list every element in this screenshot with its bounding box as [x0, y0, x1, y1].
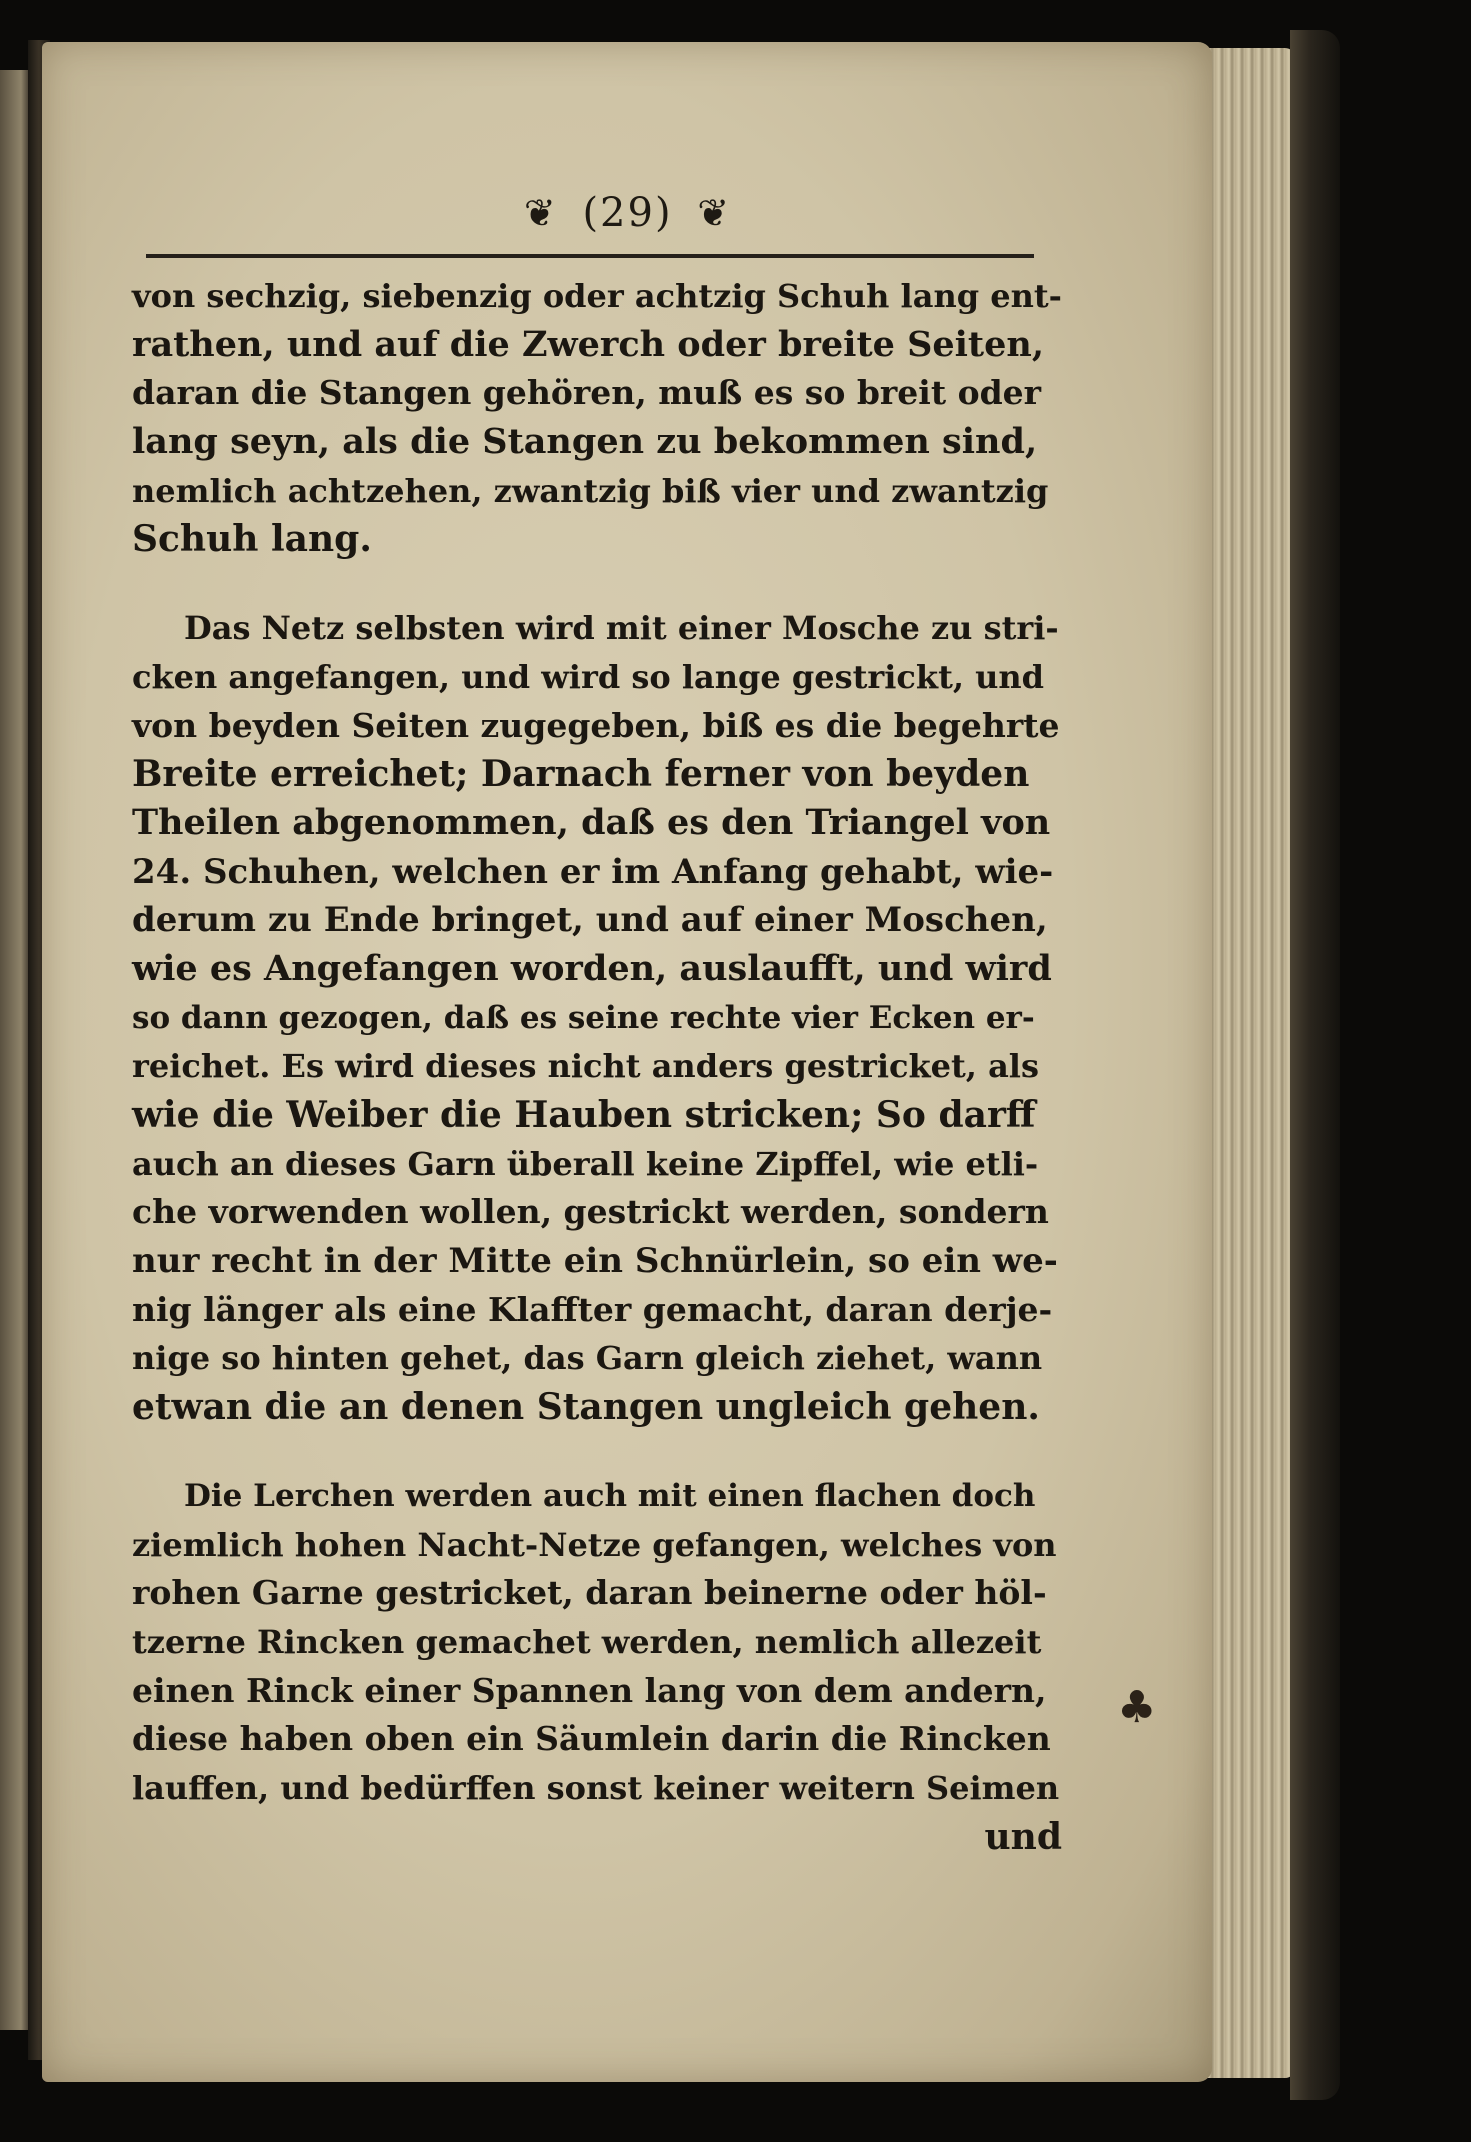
text-line: 24. Schuhen, welchen er im Anfang gehabt, wie- [132, 851, 1054, 892]
header-rule [146, 254, 1034, 258]
text-line: von beyden Seiten zugegeben, biß es die begehrte [132, 705, 1060, 745]
text-line: ziemlich hohen Nacht-Netze gefangen, welches von [132, 1525, 1057, 1564]
text-line: derum zu Ende bringet, und auf einer Moschen, [132, 900, 1048, 941]
paragraph-gap [132, 564, 1062, 604]
text-line: daran die Stangen gehören, muß es so breit oder [132, 373, 1042, 413]
text-line: wie die Weiber die Hauben stricken; So darff [132, 1094, 1036, 1136]
text-line: wie es Angefangen worden, auslaufft, und wird [132, 947, 1052, 989]
text-line: cken angefangen, und wird so lange gestrickt, und [132, 657, 1045, 696]
text-line: auch an dieses Garn überall keine Zipffel, wie etli- [132, 1144, 1039, 1183]
text-line: von sechzig, siebenzig oder achtzig Schuh lang ent- [132, 277, 1062, 315]
page-header [42, 190, 1213, 236]
ornament-left-icon: ❦ [523, 191, 558, 235]
paragraph [132, 1472, 1062, 1813]
text-line: Theilen abgenommen, daß es den Triangel von [132, 801, 1051, 843]
text-line: diese haben oben ein Säumlein darin die Rincken [132, 1719, 1051, 1759]
paragraph-gap [132, 1432, 1062, 1472]
text-line: lang seyn, als die Stangen zu bekommen sind, [132, 421, 1038, 463]
text-line: nur recht in der Mitte ein Schnürlein, so ein we- [132, 1241, 1058, 1282]
text-line: nemlich achtzehen, zwantzig biß vier und zwantzig [132, 471, 1049, 510]
text-line: lauffen, und bedürffen sonst keiner weitern Seimen [132, 1768, 1060, 1807]
book-page [42, 42, 1212, 2082]
text-line: einen Rinck einer Spannen lang von dem andern, [132, 1670, 1047, 1710]
text-line: so dann gezogen, daß es seine rechte vier Ecken er- [132, 999, 1035, 1036]
paragraph [132, 272, 1062, 564]
page-text [132, 272, 1062, 1861]
text-line: nig länger als eine Klaffter gemacht, daran derje- [132, 1289, 1053, 1329]
text-line: che vorwenden wollen, gestrickt werden, sondern [132, 1192, 1049, 1232]
text-line: Breite erreichet; Darnach ferner von beyden [132, 753, 1030, 796]
text-line: rathen, und auf die Zwerch oder breite Seiten, [132, 323, 1044, 365]
ornament-right-icon: ❦ [697, 191, 732, 235]
text-line: Schuh lang. [132, 518, 372, 561]
text-line: Das Netz selbsten wird mit einer Mosche zu stri- [184, 609, 1059, 648]
text-line: Die Lerchen werden auch mit einen flachen doch [184, 1477, 1036, 1514]
text-line: tzerne Rincken gemachet werden, nemlich allezeit [132, 1622, 1042, 1661]
facing-page-edge [0, 70, 30, 2030]
margin-mark-icon: ♣ [1117, 1682, 1157, 1733]
page-number: (29) [582, 190, 673, 236]
catchword: und [984, 1815, 1062, 1858]
text-line: rohen Garne gestricket, daran beinerne oder höl- [132, 1573, 1047, 1613]
text-line: etwan die an denen Stangen ungleich gehen. [132, 1386, 1040, 1429]
text-line: reichet. Es wird dieses nicht anders gestricket, als [132, 1047, 1039, 1086]
book-cover-edge [1290, 30, 1340, 2100]
paragraph [132, 604, 1062, 1432]
text-line: nige so hinten gehet, das Garn gleich ziehet, wann [132, 1339, 1043, 1378]
